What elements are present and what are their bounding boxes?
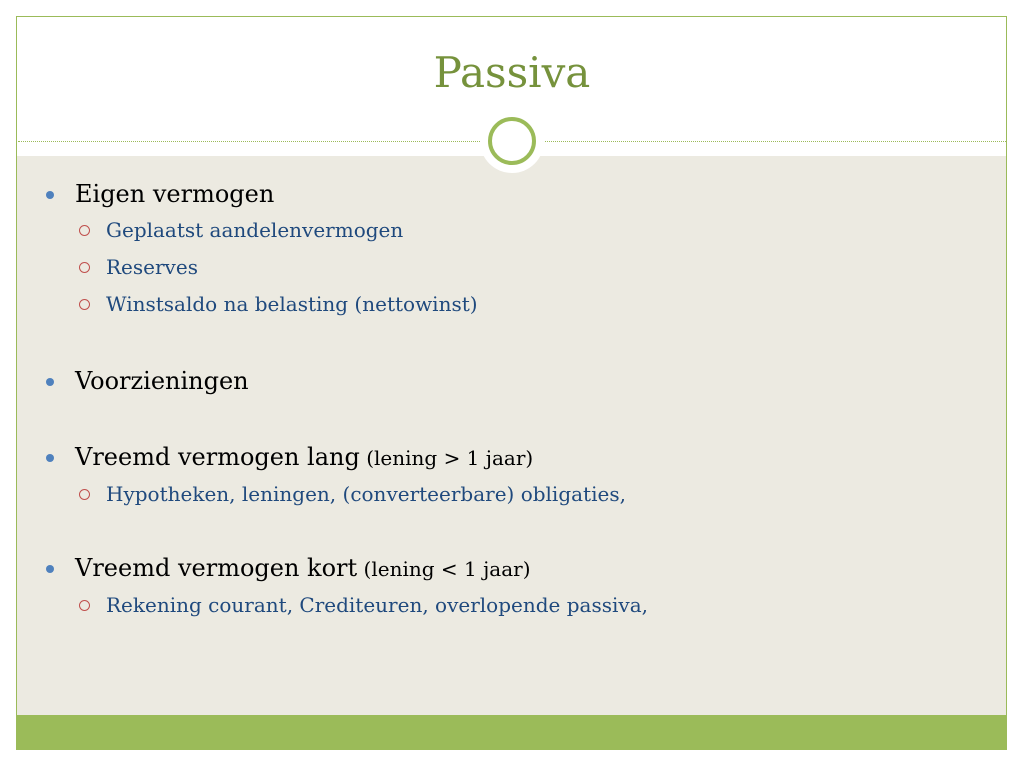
sub-bullet-reserves: [44, 249, 984, 286]
bullet-label: Vreemd vermogen lang: [75, 443, 360, 471]
bullet-dot-icon: [46, 565, 54, 573]
footer-bar: [17, 715, 1006, 749]
sub-bullet-rekening-courant: [44, 587, 984, 624]
bullet-note: (lening > 1 jaar): [359, 446, 534, 470]
sub-bullet-label: Reserves: [106, 255, 198, 279]
circle-bullet-icon: [79, 600, 90, 611]
bullet-list: [44, 176, 984, 624]
bullet-dot-icon: [46, 454, 54, 462]
sub-bullet-winstsaldo: [44, 286, 984, 323]
bullet-vreemd-vermogen-lang: [44, 439, 984, 476]
bullet-eigen-vermogen: [44, 176, 984, 212]
slide-title: Passiva: [433, 48, 591, 97]
bullet-label: Voorzieningen: [75, 367, 249, 395]
sub-bullet-label: Rekening courant, Crediteuren, overlopende passiva,: [106, 593, 648, 617]
bullet-vreemd-vermogen-kort: [44, 550, 984, 587]
circle-bullet-icon: [79, 489, 90, 500]
bullet-note: (lening < 1 jaar): [357, 557, 531, 581]
circle-bullet-icon: [79, 225, 90, 236]
divider-circle-icon: [488, 117, 536, 165]
sub-bullet-geplaatst: [44, 212, 984, 249]
bullet-dot-icon: [46, 191, 54, 199]
sub-bullet-label: Hypotheken, leningen, (converteerbare) obligaties,: [106, 482, 626, 506]
circle-bullet-icon: [79, 262, 90, 273]
bullet-label: Eigen vermogen: [75, 180, 275, 208]
bullet-dot-icon: [46, 378, 54, 386]
bullet-label: Vreemd vermogen kort: [75, 554, 358, 582]
circle-bullet-icon: [79, 299, 90, 310]
sub-bullet-label: Winstsaldo na belasting (nettowinst): [106, 292, 478, 316]
bullet-voorzieningen: [44, 363, 984, 399]
sub-bullet-label: Geplaatst aandelenvermogen: [106, 218, 404, 242]
sub-bullet-hypotheken: [44, 476, 984, 513]
